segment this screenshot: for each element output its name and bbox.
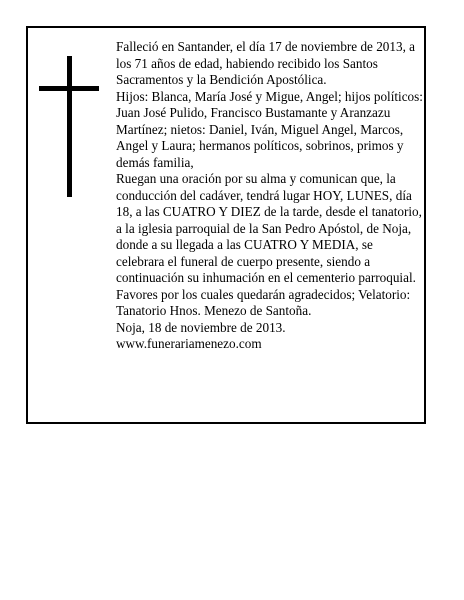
cross-vertical-bar	[67, 56, 72, 197]
death-announcement: Falleció en Santander, el día 17 de noviembre de 2013, a los 71 años de edad, habiendo recibido los Santos Sacramentos y la Bendición Apostólica.	[116, 39, 416, 87]
place-date: Noja, 18 de noviembre de 2013.	[116, 319, 286, 335]
funeral-details: Ruegan una oración por su alma y comunican que, la conducción del cadáver, tendrá lugar HOY, LUNES, día 18, a las CUATRO Y DIEZ de la tarde, desde el tanatorio, a la iglesia parroquial de la San Pedro Apóstol, de Noja, donde a su llegada a las CUATRO Y MEDIA, se celebrara el funeral de cuerpo presente, siendo a continuación su inhumación en el cementerio parroquial. Favores por los cuales quedarán agradecidos; Velatorio: Tanatorio Hnos. Menezo de Santoña.	[116, 171, 422, 318]
cross-horizontal-bar	[39, 86, 99, 91]
website-link[interactable]: www.funerariamenezo.com	[116, 336, 262, 351]
obituary-text	[116, 39, 424, 353]
obituary-notice	[26, 26, 426, 424]
family-list: Hijos: Blanca, María José y Migue, Angel; hijos políticos: Juan José Pulido, Francisco Bustamante y Aranzazu Martínez; nietos: Daniel, Iván, Miguel Angel, Marcos, Angel y Laura; hermanos políticos, sobrinos, primos y demás familia,	[116, 88, 423, 170]
